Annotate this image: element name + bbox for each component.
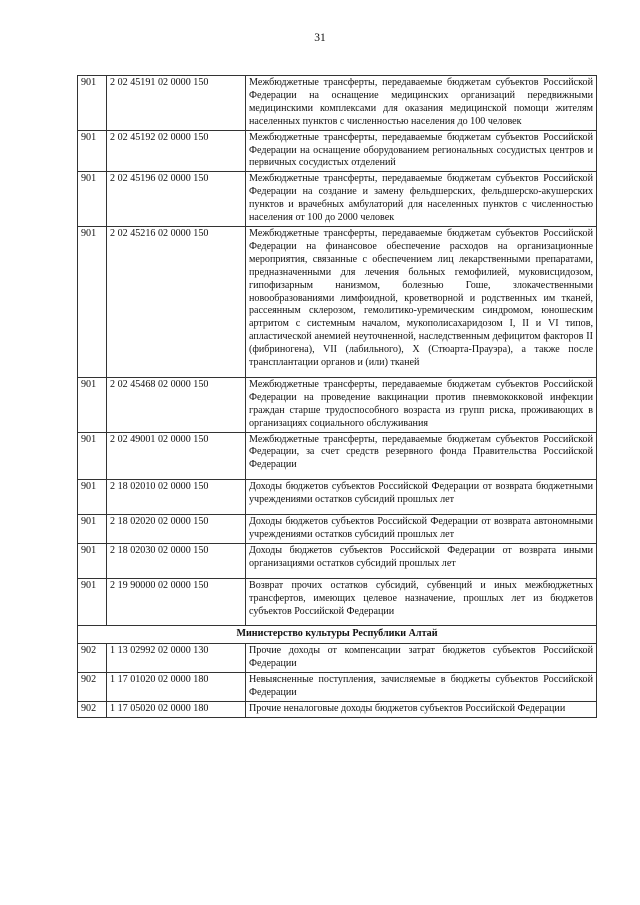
admin-code-cell: 902 <box>78 644 107 673</box>
table-row <box>78 377 597 432</box>
revenue-codes-table <box>77 75 597 718</box>
admin-code-cell: 901 <box>78 543 107 578</box>
revenue-name-cell: Межбюджетные трансферты, передаваемые бюджетам субъектов Российской Федерации на создание и замену фельдшерских, фельдшерско-акушерских пунктов и врачебных амбулаторий для населенных пунктов с численностью населения от 100 до 2000 человек <box>246 172 597 227</box>
budget-code-cell: 2 18 02020 02 0000 150 <box>107 515 246 544</box>
table-row <box>78 515 597 544</box>
admin-code-cell: 901 <box>78 76 107 131</box>
budget-code-cell: 1 17 05020 02 0000 180 <box>107 701 246 717</box>
revenue-name-cell: Возврат прочих остатков субсидий, субвенций и иных межбюджетных трансфертов, имеющих целевое назначение, прошлых лет из бюджетов субъектов Российской Федерации <box>246 578 597 626</box>
admin-code-cell: 901 <box>78 515 107 544</box>
table-row <box>78 543 597 578</box>
revenue-name-cell: Прочие доходы от компенсации затрат бюджетов субъектов Российской Федерации <box>246 644 597 673</box>
revenue-name-cell: Доходы бюджетов субъектов Российской Федерации от возврата иными организациями остатков субсидий прошлых лет <box>246 543 597 578</box>
revenue-name-cell: Прочие неналоговые доходы бюджетов субъектов Российской Федерации <box>246 701 597 717</box>
admin-code-cell: 901 <box>78 130 107 172</box>
table-row <box>78 701 597 717</box>
budget-code-cell: 2 02 45196 02 0000 150 <box>107 172 246 227</box>
admin-code-cell: 901 <box>78 578 107 626</box>
table-row <box>78 130 597 172</box>
table-row <box>78 673 597 702</box>
table-row <box>78 480 597 515</box>
revenue-name-cell: Межбюджетные трансферты, передаваемые бюджетам субъектов Российской Федерации на финансовое обеспечение расходов на организационные мероприятия, связанные с обеспечением лиц лекарственными препаратами, предназначенными для лечения больных гемофилией, муковисцидозом, гипофизарным нанизмом, болезнью Гоше, злокачественными новообразованиями лимфоидной, кроветворной и родственных им тканей, рассеянным склерозом, гемолитико-уремическим синдромом, юношеским артритом с системным началом, мукополисахаридозом I, II и VI типов, апластической анемией неуточненной, наследственным дефицитом факторов II (фибриногена), VII (лабильного), X (Стюарта-Прауэра), а также после трансплантации органов и (или) тканей <box>246 226 597 377</box>
budget-code-cell: 2 02 45216 02 0000 150 <box>107 226 246 377</box>
revenue-name-cell: Невыясненные поступления, зачисляемые в бюджеты субъектов Российской Федерации <box>246 673 597 702</box>
admin-code-cell: 901 <box>78 226 107 377</box>
admin-code-cell: 902 <box>78 673 107 702</box>
revenue-name-cell: Доходы бюджетов субъектов Российской Федерации от возврата автономными учреждениями остатков субсидий прошлых лет <box>246 515 597 544</box>
revenue-name-cell: Межбюджетные трансферты, передаваемые бюджетам субъектов Российской Федерации на проведение вакцинации против пневмококковой инфекции граждан старше трудоспособного возраста из групп риска, проживающих в организациях социального обслуживания <box>246 377 597 432</box>
budget-code-cell: 1 17 01020 02 0000 180 <box>107 673 246 702</box>
budget-code-cell: 2 02 49001 02 0000 150 <box>107 432 246 480</box>
table-row <box>78 172 597 227</box>
budget-code-cell: 2 02 45192 02 0000 150 <box>107 130 246 172</box>
table-row <box>78 432 597 480</box>
budget-code-cell: 2 19 90000 02 0000 150 <box>107 578 246 626</box>
admin-code-cell: 902 <box>78 701 107 717</box>
table-row <box>78 644 597 673</box>
budget-code-cell: 1 13 02992 02 0000 130 <box>107 644 246 673</box>
page-number: 31 <box>314 32 326 44</box>
budget-code-cell: 2 02 45468 02 0000 150 <box>107 377 246 432</box>
admin-code-cell: 901 <box>78 432 107 480</box>
table-row <box>78 578 597 626</box>
admin-code-cell: 901 <box>78 172 107 227</box>
admin-code-cell: 901 <box>78 480 107 515</box>
budget-code-cell: 2 18 02030 02 0000 150 <box>107 543 246 578</box>
table-row <box>78 76 597 131</box>
admin-code-cell: 901 <box>78 377 107 432</box>
section-title: Министерство культуры Республики Алтай <box>78 626 597 644</box>
budget-code-cell: 2 02 45191 02 0000 150 <box>107 76 246 131</box>
budget-code-cell: 2 18 02010 02 0000 150 <box>107 480 246 515</box>
revenue-name-cell: Доходы бюджетов субъектов Российской Федерации от возврата бюджетными учреждениями остатков субсидий прошлых лет <box>246 480 597 515</box>
table-row <box>78 226 597 377</box>
revenue-name-cell: Межбюджетные трансферты, передаваемые бюджетам субъектов Российской Федерации на оснащение медицинских организаций передвижными медицинскими комплексами для оказания медицинской помощи жителям населенных пунктов с численностью населения до 100 человек <box>246 76 597 131</box>
section-header-row <box>78 626 597 644</box>
revenue-name-cell: Межбюджетные трансферты, передаваемые бюджетам субъектов Российской Федерации, за счет средств резервного фонда Правительства Российской Федерации <box>246 432 597 480</box>
revenue-name-cell: Межбюджетные трансферты, передаваемые бюджетам субъектов Российской Федерации на оснащение оборудованием региональных сосудистых центров и первичных сосудистых отделений <box>246 130 597 172</box>
